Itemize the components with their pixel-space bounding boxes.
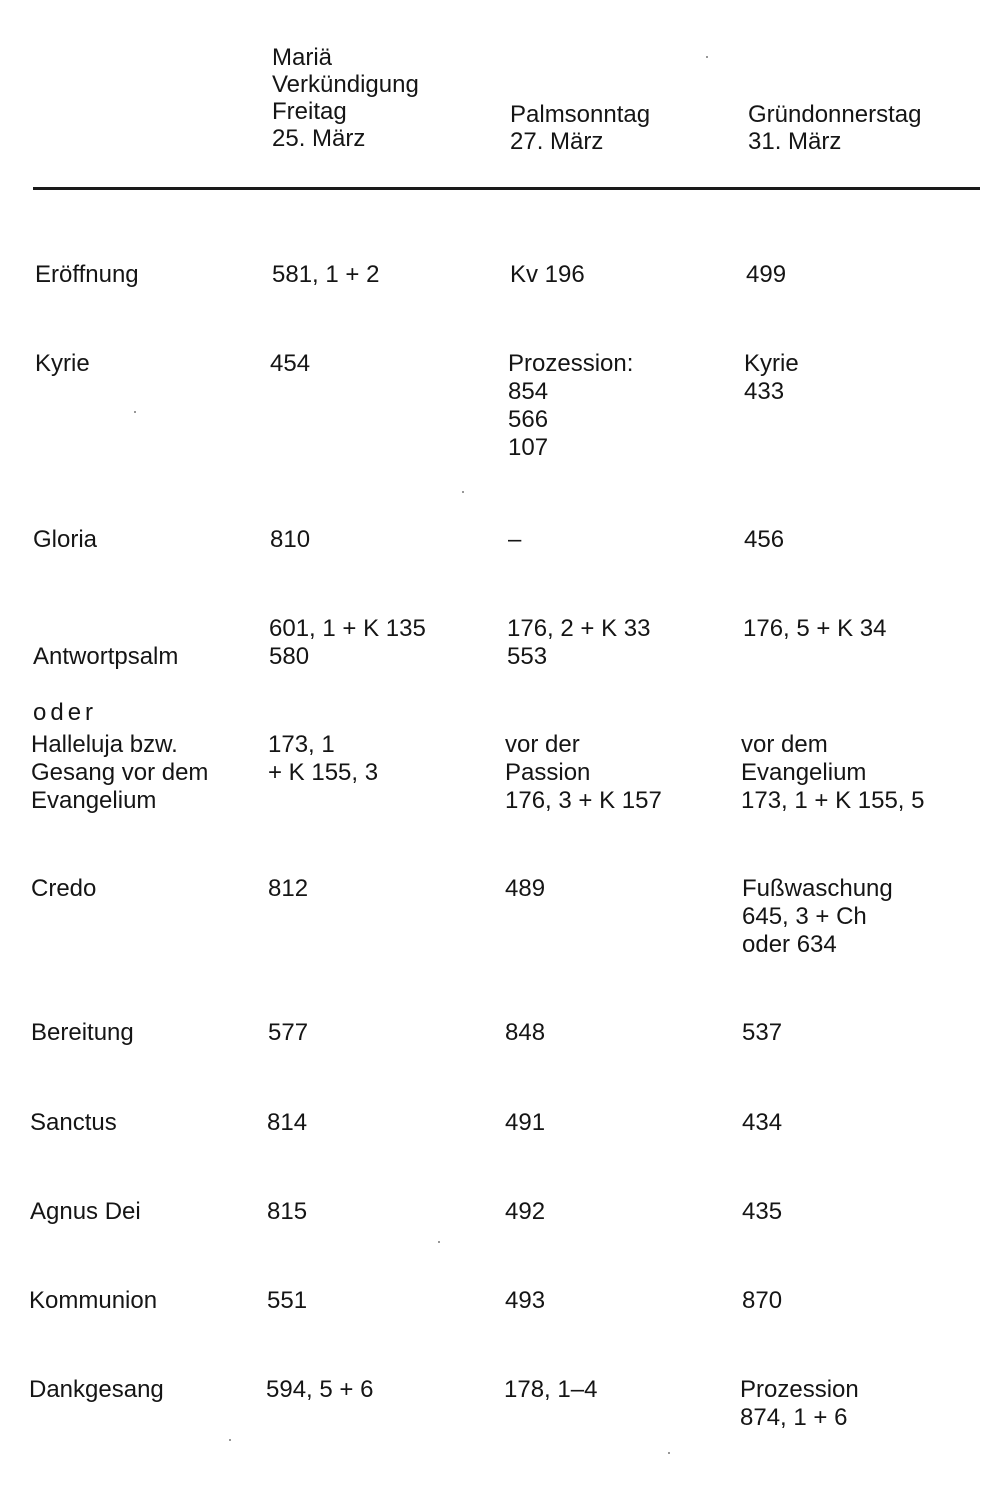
cell-gruendonnerstag: Kyrie 433 [744, 350, 799, 405]
cell-maria: 815 [267, 1198, 308, 1225]
cell-gruendonnerstag: 434 [742, 1109, 783, 1136]
cell-gruendonnerstag: 537 [742, 1019, 783, 1046]
cell-palmsonntag: 493 [505, 1287, 546, 1314]
row-label: Agnus Dei [30, 1198, 141, 1225]
row-label: Antwortpsalm [33, 643, 179, 670]
row-label: Kommunion [29, 1287, 158, 1314]
cell-maria: 601, 1 + K 135 580 [269, 615, 426, 670]
row-label: Sanctus [30, 1109, 117, 1136]
row-label: Gloria [33, 526, 98, 553]
cell-palmsonntag: 178, 1–4 [504, 1376, 598, 1403]
cell-palmsonntag: 848 [505, 1019, 546, 1046]
cell-maria: 581, 1 + 2 [272, 261, 380, 288]
print-speck [462, 491, 464, 493]
cell-maria: 173, 1 + K 155, 3 [268, 731, 379, 786]
print-speck [229, 1439, 231, 1441]
cell-maria: 594, 5 + 6 [266, 1376, 374, 1403]
header-divider [33, 187, 980, 190]
cell-gruendonnerstag: Prozession 874, 1 + 6 [740, 1376, 859, 1431]
cell-palmsonntag: 489 [505, 875, 546, 902]
row-label: Dankgesang [29, 1376, 164, 1403]
cell-gruendonnerstag: 456 [744, 526, 785, 553]
cell-gruendonnerstag: 176, 5 + K 34 [743, 615, 887, 642]
row-label: Eröffnung [35, 261, 139, 288]
cell-palmsonntag: Kv 196 [510, 261, 585, 288]
cell-palmsonntag: 176, 2 + K 33 553 [507, 615, 651, 670]
row-label: Bereitung [31, 1019, 134, 1046]
header-palmsonntag: Palmsonntag 27. März [510, 101, 651, 155]
print-speck [668, 1452, 670, 1454]
cell-maria: 810 [270, 526, 311, 553]
header-gruendonnerstag: Gründonnerstag 31. März [748, 101, 922, 155]
cell-gruendonnerstag: 870 [742, 1287, 783, 1314]
cell-palmsonntag: Prozession: 854 566 107 [508, 350, 634, 461]
cell-palmsonntag: vor der Passion 176, 3 + K 157 [505, 731, 662, 814]
cell-maria: 551 [267, 1287, 308, 1314]
print-speck [706, 56, 708, 58]
cell-maria: 812 [268, 875, 309, 902]
cell-gruendonnerstag: 499 [746, 261, 787, 288]
cell-palmsonntag: – [508, 526, 522, 553]
row-label: Kyrie [35, 350, 90, 377]
header-maria-verkuendigung: Mariä Verkündigung Freitag 25. März [272, 44, 419, 152]
row-label: Halleluja bzw. Gesang vor dem Evangelium [31, 731, 209, 814]
cell-maria: 454 [270, 350, 311, 377]
cell-maria: 814 [267, 1109, 308, 1136]
cell-maria: 577 [268, 1019, 309, 1046]
cell-gruendonnerstag: vor dem Evangelium 173, 1 + K 155, 5 [741, 731, 925, 814]
row-label: Credo [31, 875, 97, 902]
print-speck [134, 411, 136, 413]
print-speck [438, 1241, 440, 1243]
row-label-alternative: oder [33, 699, 98, 726]
cell-palmsonntag: 492 [505, 1198, 546, 1225]
cell-palmsonntag: 491 [505, 1109, 546, 1136]
cell-gruendonnerstag: Fußwaschung 645, 3 + Ch oder 634 [742, 875, 893, 958]
cell-gruendonnerstag: 435 [742, 1198, 783, 1225]
